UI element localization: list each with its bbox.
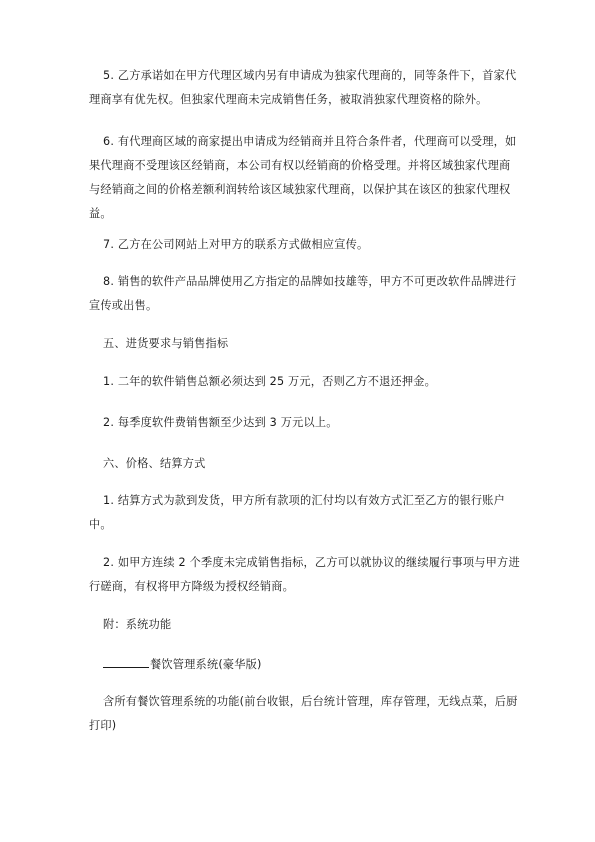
clause-6: 6. 有代理商区域的商家提出申请成为经销商并且符合条件者，代理商可以受理，如果代理商不受理该区经销商，本公司有权以经销商的价格受理。并将区域独家代理商与经销商之间的价格差额利润转给该区域独家代理商，以保护其在该区的独家代理权益。 bbox=[89, 135, 517, 220]
section-6-item-2: 2. 如甲方连续 2 个季度未完成销售指标，乙方可以就协议的继续履行事项与甲方进行磋商，有权将甲方降级为授权经销商。 bbox=[89, 556, 520, 593]
section-5-heading: 五、进货要求与销售指标 bbox=[103, 337, 229, 350]
section-5-item-1: 1. 二年的软件销售总额必须达到 25 万元，否则乙方不退还押金。 bbox=[103, 375, 437, 388]
section-6-item-1: 1. 结算方式为款到发货，甲方所有款项的汇付均以有效方式汇至乙方的银行账户中。 bbox=[89, 494, 506, 531]
clause-8: 8. 销售的软件产品品牌使用乙方指定的品牌如技雄等，甲方不可更改软件品牌进行宣传或出售。 bbox=[89, 275, 517, 312]
blank-underline bbox=[103, 654, 149, 668]
section-5-item-2: 2. 每季度软件费销售额至少达到 3 万元以上。 bbox=[103, 416, 338, 429]
clause-5: 5. 乙方承诺如在甲方代理区域内另有申请成为独家代理商的，同等条件下，首家代理商享有优先权。但独家代理商未完成销售任务，被取消独家代理资格的除外。 bbox=[89, 69, 517, 106]
system-name-line bbox=[89, 653, 262, 677]
appendix-heading: 附：系统功能 bbox=[103, 618, 172, 631]
section-6-heading: 六、价格、结算方式 bbox=[103, 457, 206, 470]
system-description: 含所有餐饮管理系统的功能(前台收银，后台统计管理，库存管理，无线点菜，后厨打印) bbox=[89, 695, 518, 732]
system-name: 餐饮管理系统(豪华版) bbox=[150, 658, 262, 671]
clause-7: 7. 乙方在公司网站上对甲方的联系方式做相应宣传。 bbox=[103, 238, 369, 251]
